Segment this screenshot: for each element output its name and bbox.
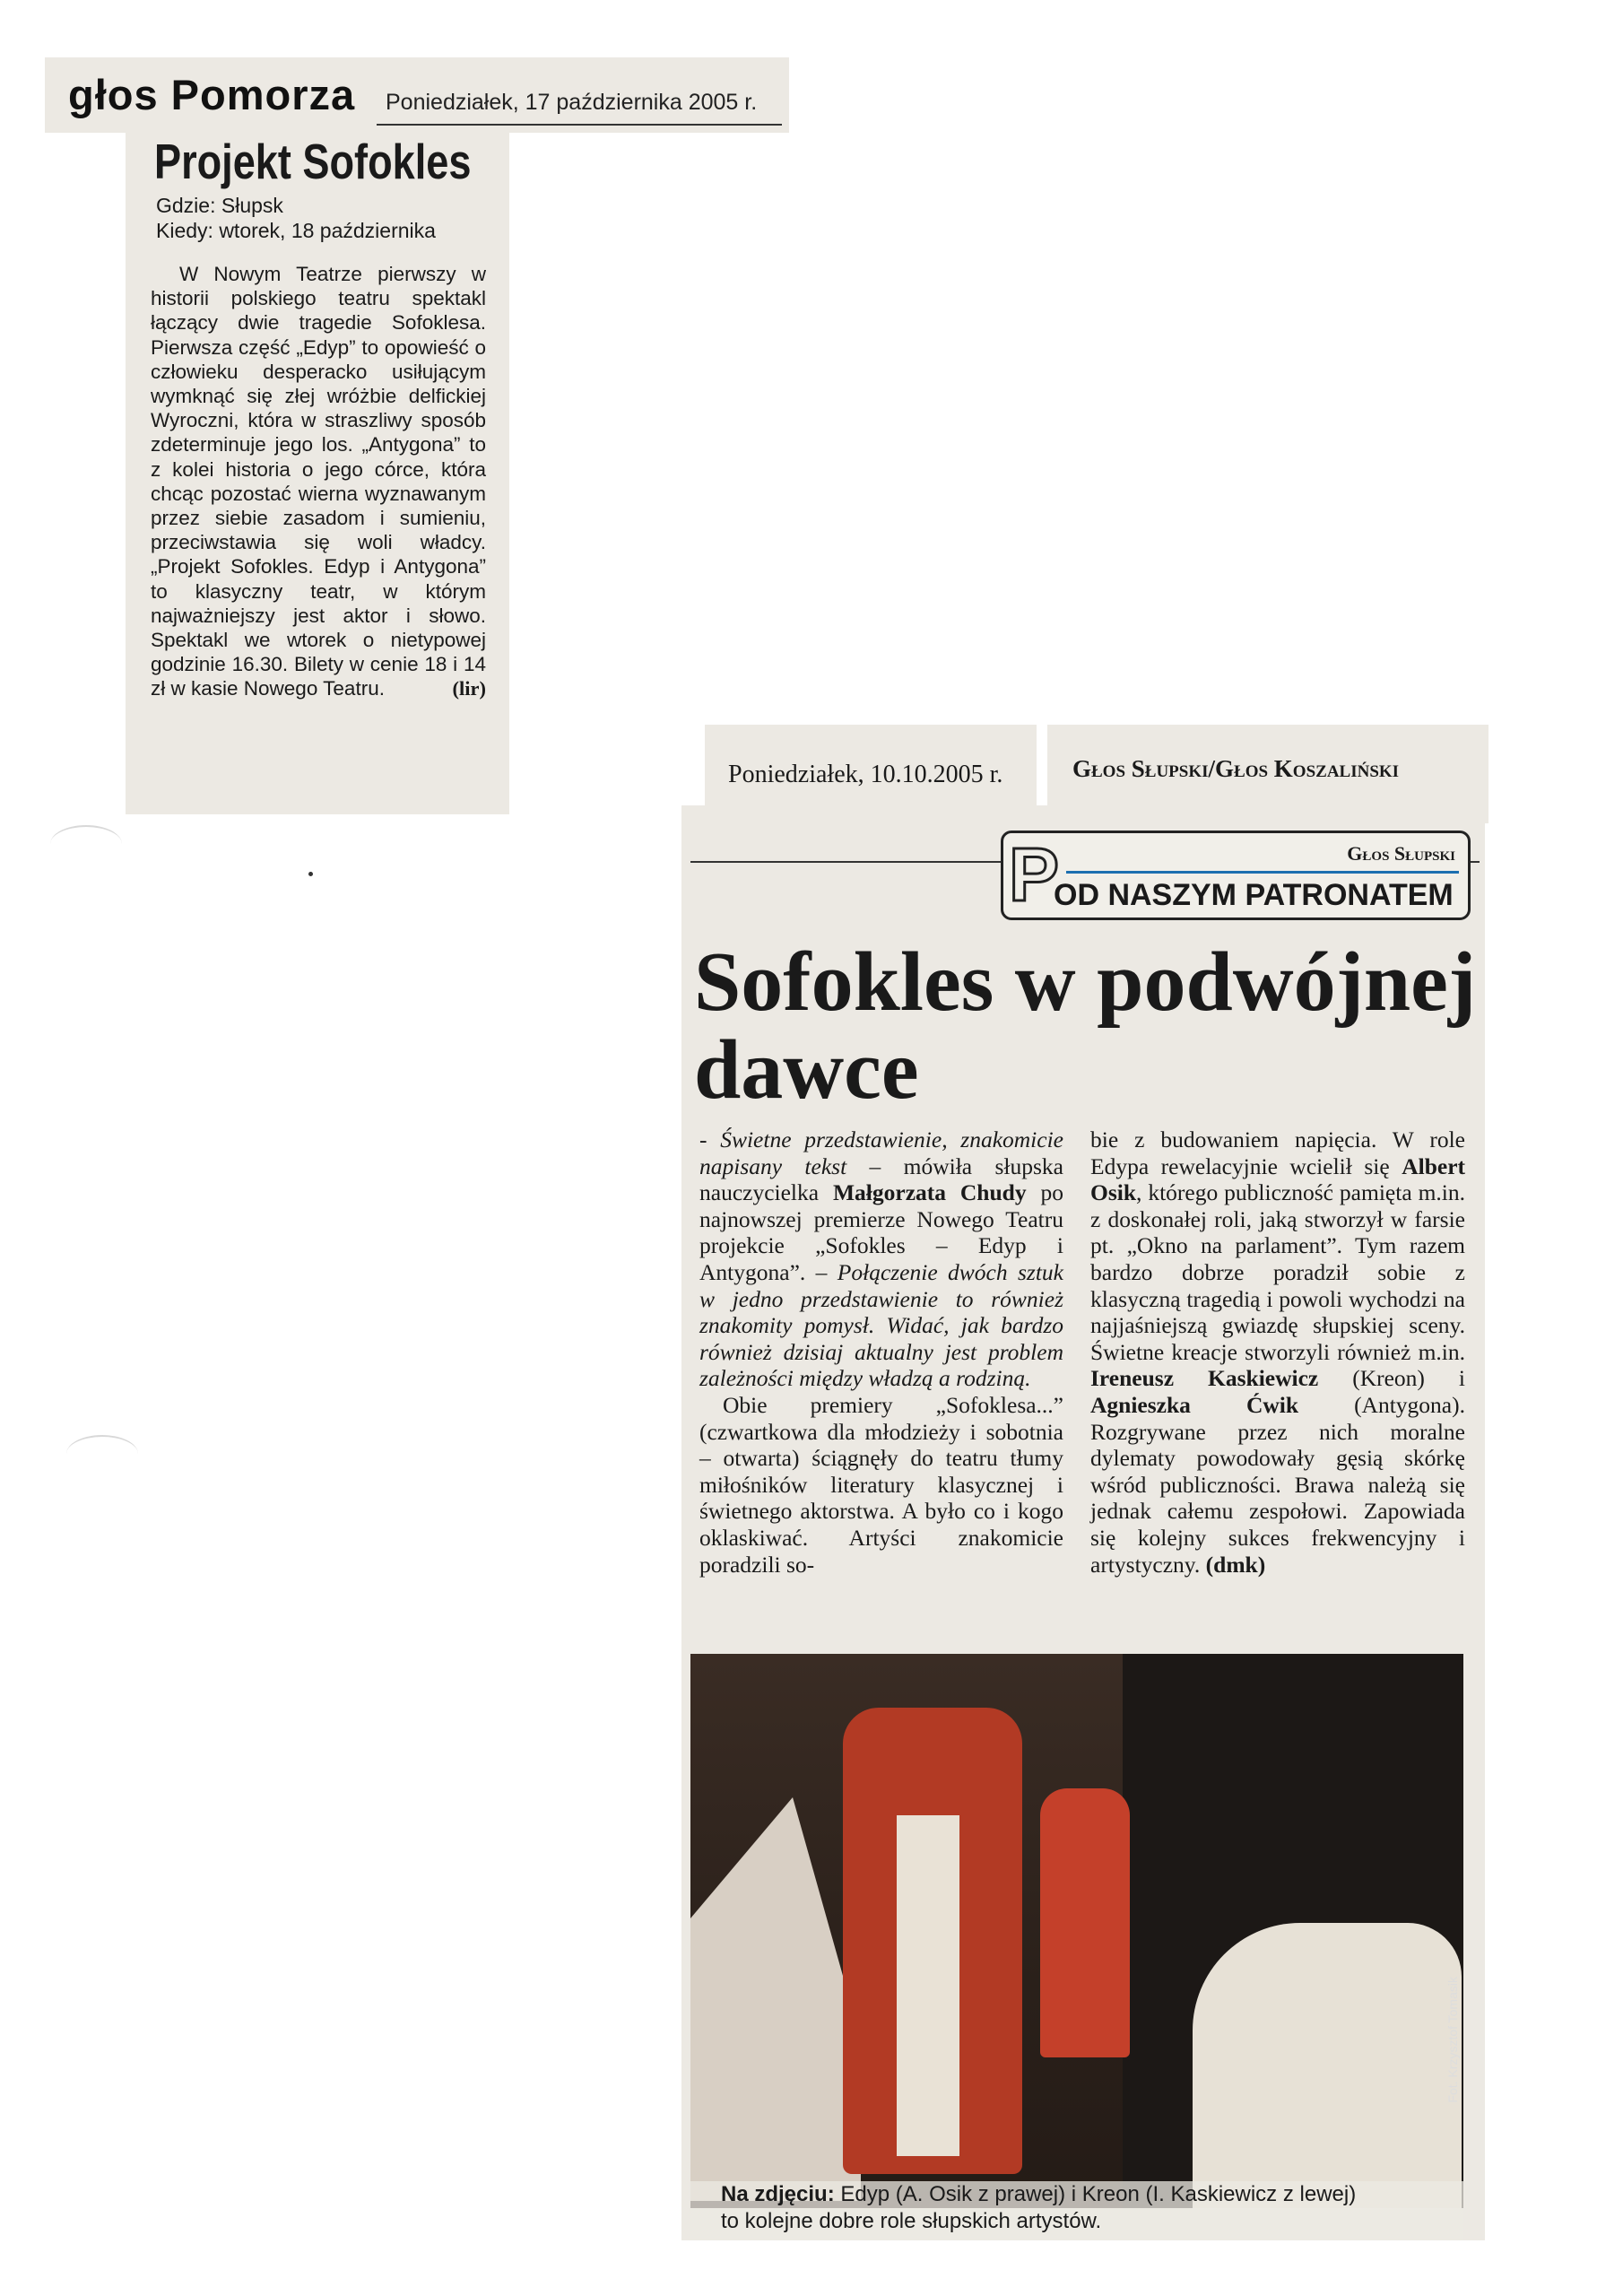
paragraph: Obie premiery „Sofoklesa...” (czwartkowa dla młodzieży i sobotnia – otwarta) ściągnęły do teatru tłumy miłośników literatury klasycznej i świetnego aktorstwa. A było co i kogo oklaskiwać. Artyści znakomicie poradzili so-: [699, 1391, 1063, 1578]
logo-part2: Pomorza: [158, 71, 356, 118]
patronage-line: [1066, 871, 1459, 874]
patronage-badge: [1001, 831, 1471, 920]
clipping1-body: [151, 262, 486, 701]
patronage-letter: P: [1009, 832, 1060, 917]
patronage-text: OD NASZYM PATRONATEM: [1054, 878, 1454, 912]
clipping1-body-text: W Nowym Teatrze pierwszy w historii polskiego teatru spektakl łączący dwie tragedie Sofoklesa. Pierwsza część „Edyp” to opowieść o człowieku desperacko usiłującym wymknąć się złej wróżbie delfickiej Wyroczni, która w straszliwy sposób zdeterminuje jego los. „Antygona” to z kolei historia o jego córce, która chcąc pozostać wierna wyznawanym przez siebie zasadom i sumieniu, przeciwstawia się woli władcy. „Projekt Sofokles. Edyp i Antygona” to klasyczny teatr, w którym najważniejszy jest aktor i słowo. Spektakl we wtorek o nietypowej godzinie 16.30. Bilety w cenie 18 i 14 zł w kasie Nowego Teatru.: [151, 263, 486, 700]
article-column-2: [1090, 1126, 1465, 1578]
text: bie z budowaniem napięcia. W role Edypa rewelacyjnie wcielił się: [1090, 1126, 1465, 1179]
photo-actor-kreon: [843, 1708, 1022, 2174]
logo-part1: głos: [68, 71, 159, 118]
person-name: Małgorzata Chudy: [832, 1179, 1027, 1206]
clipping2-date: Poniedziałek, 10.10.2005 r.: [728, 761, 1003, 788]
clipping1-article: [126, 133, 509, 814]
photo-actor-edyp: [1193, 1923, 1462, 2208]
person-name: Albert Osik: [1090, 1152, 1465, 1206]
caption-text: Edyp (A. Osik z prawej) i Kreon (I. Kaskiewicz z lewej): [834, 2182, 1357, 2206]
stray-dot: [308, 872, 313, 876]
quote-2: Połączenie dwóch sztuk w jedno przedstawienie to również znakomity pomysł. Widać, jak bardzo również dzisiaj aktualny jest problem zależności między władzą a rodziną.: [699, 1258, 1063, 1392]
clipping1-signature: (lir): [452, 677, 486, 700]
caption-lead: Na zdjęciu:: [721, 2182, 835, 2206]
clipping1-when: Kiedy: wtorek, 18 października: [156, 219, 436, 242]
photo-caption: [690, 2181, 1463, 2240]
punch-hole-mark: [66, 1435, 138, 1473]
text: po najnowszej premierze Nowego Teatru projekcie „Sofokles – Edyp i Antygona”. –: [699, 1179, 1063, 1285]
quote-1: - Świetne przedstawienie, znakomicie napisany tekst: [699, 1126, 1063, 1179]
photo-stone-wall: [690, 1797, 861, 2201]
stage-photo: [690, 1654, 1463, 2208]
clipping2-date-strip: [705, 725, 1037, 807]
person-name: Agnieszka Ćwik: [1090, 1391, 1299, 1418]
clipping1-title: Projekt Sofokles: [154, 134, 472, 189]
text: – mówiła słupska nauczycielka: [699, 1152, 1063, 1206]
text: (Antygona). Rozgrywane przez nich moralne dylematy powodowały gęsią skórkę wśród publiczności. Brawa należą się jednak całemu zespołowi. Zapowiada się kolejny sukces frekwencyjny i artystyczny.: [1090, 1391, 1465, 1578]
patronage-paper: Głos Słupski: [1347, 842, 1455, 865]
caption-line2: to kolejne dobre role słupskich artystów.: [721, 2209, 1102, 2233]
masthead-rule: [377, 124, 782, 126]
clipping1-masthead: [45, 57, 789, 133]
clipping1-where: Gdzie: Słupsk: [156, 194, 283, 217]
photo-actor-guard: [1040, 1788, 1130, 2057]
clipping1-date: Poniedziałek, 17 października 2005 r.: [386, 90, 758, 115]
newspaper-logo: [68, 57, 355, 133]
clipping2-headline: Sofokles w podwójnej dawce: [694, 935, 1477, 1117]
clipping2-article: [681, 805, 1485, 2240]
photo-tunic: [897, 1815, 959, 2156]
clipping2-signature: (dmk): [1205, 1551, 1266, 1578]
text: , którego publiczność pamięta m.in. z doskonałej roli, jaką stworzył w farsie pt. „Okno na parlament”. Tym razem bardzo dobrze poradził sobie z klasyczną tragedią i powoli wychodzi na najjaśniejszą gwiazdę słupskiej sceny. Świetne kreacje stworzyli również m.in.: [1090, 1179, 1465, 1365]
text: (Kreon) i: [1318, 1365, 1465, 1392]
clipping2-paper-name: Głos Słupski/Głos Koszaliński: [1072, 755, 1400, 782]
article-column-1: [699, 1126, 1063, 1578]
photo-credit: Fot. Krzysztof Tomasik: [1445, 1977, 1460, 2103]
person-name: Ireneusz Kaskiewicz: [1090, 1365, 1319, 1392]
punch-hole-mark: [50, 825, 122, 863]
